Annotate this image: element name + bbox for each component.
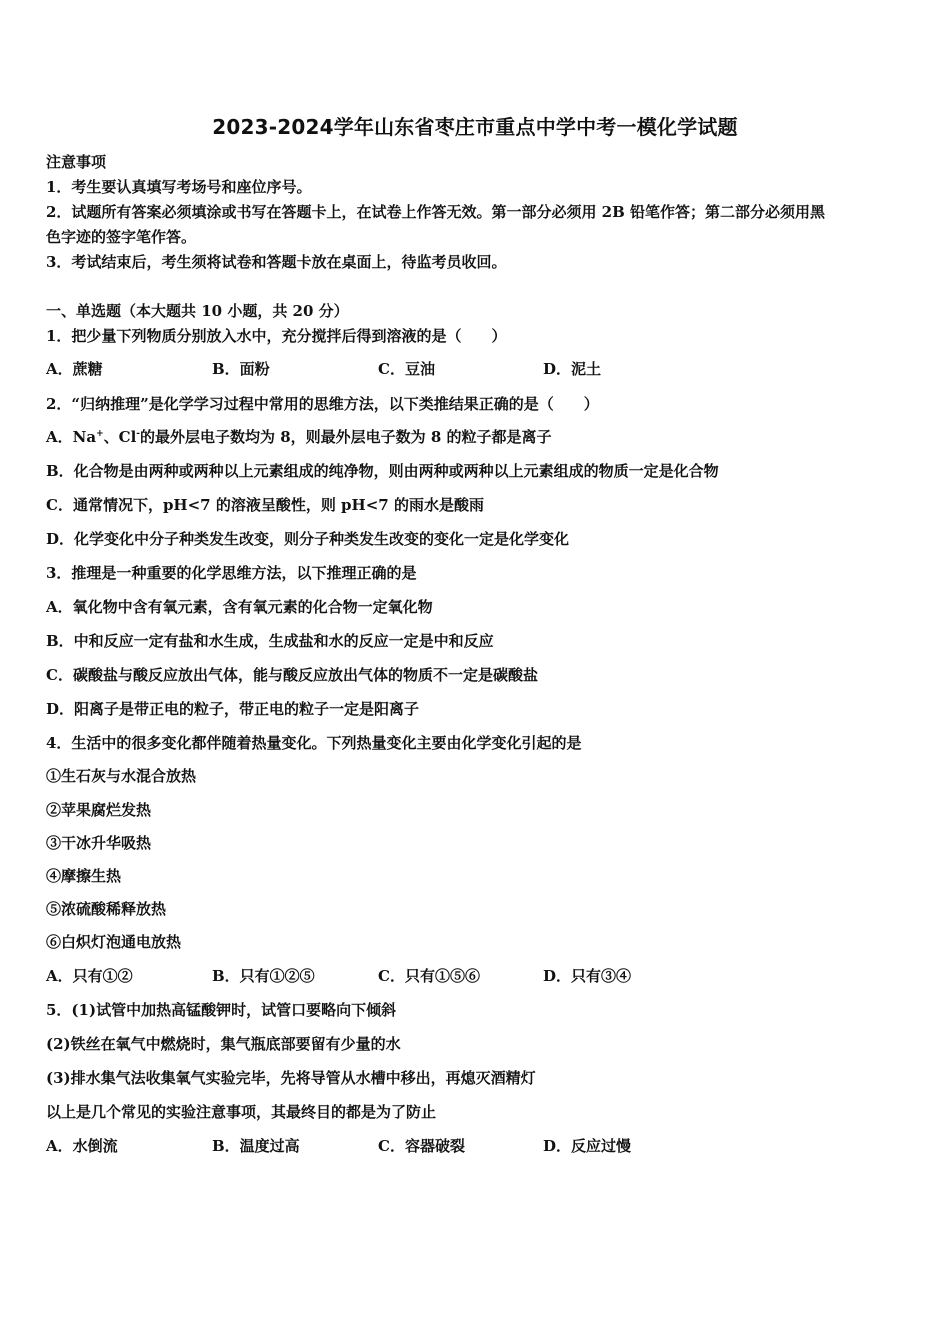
notice-item: 2．试题所有答案必须填涂或书写在答题卡上，在试卷上作答无效。第一部分必须用 2B 铅笔作答；第二部分必须用黑 [46, 203, 826, 221]
q2-a-mid: 、Cl [103, 428, 137, 446]
question-3-stem: 3．推理是一种重要的化学思维方法，以下推理正确的是 [46, 564, 417, 582]
q5-option-d: D．反应过慢 [543, 1137, 632, 1155]
q5-line-2: (2)铁丝在氧气中燃烧时，集气瓶底部要留有少量的水 [46, 1035, 401, 1053]
q4-item: ①生石灰与水混合放热 [46, 767, 197, 785]
q2-a-sup2: - [136, 429, 141, 439]
q2-a-pre: A．Na [46, 428, 97, 446]
q2-option-d: D．化学变化中分子种类发生改变，则分子种类发生改变的变化一定是化学变化 [46, 530, 570, 548]
page-title: 2023-2024学年山东省枣庄市重点中学中考一模化学试题 [212, 115, 738, 139]
q4-item: ④摩擦生热 [46, 867, 122, 885]
q3-option-c: C．碳酸盐与酸反应放出气体，能与酸反应放出气体的物质不一定是碳酸盐 [46, 666, 538, 684]
question-5-stem: 5．(1)试管中加热高锰酸钾时，试管口要略向下倾斜 [46, 1001, 397, 1019]
q4-option-c: C．只有①⑤⑥ [378, 967, 480, 985]
notice-item: 3．考试结束后，考生须将试卷和答题卡放在桌面上，待监考员收回。 [46, 253, 507, 271]
q4-item: ②苹果腐烂发热 [46, 801, 152, 819]
q2-option-b: B．化合物是由两种或两种以上元素组成的纯净物，则由两种或两种以上元素组成的物质一定是化合物 [46, 462, 719, 480]
q4-item: ③干冰升华吸热 [46, 834, 152, 852]
notice-item: 1．考生要认真填写考场号和座位序号。 [46, 178, 312, 196]
q4-item: ⑥白炽灯泡通电放热 [46, 933, 182, 951]
q3-option-a: A．氧化物中含有氧元素，含有氧元素的化合物一定氧化物 [46, 598, 433, 616]
q4-item: ⑤浓硫酸稀释放热 [46, 900, 167, 918]
q5-option-a: A．水倒流 [46, 1137, 118, 1155]
q2-a-sup1: + [96, 429, 104, 439]
q2-option-c: C．通常情况下，pH<7 的溶液呈酸性，则 pH<7 的雨水是酸雨 [46, 496, 484, 514]
q5-option-c: C．容器破裂 [378, 1137, 465, 1155]
q4-option-b: B．只有①②⑤ [212, 967, 315, 985]
q1-option-b: B．面粉 [212, 360, 270, 378]
q1-option-a: A．蔗糖 [46, 360, 103, 378]
question-4-stem: 4．生活中的很多变化都伴随着热量变化。下列热量变化主要由化学变化引起的是 [46, 734, 582, 752]
q5-line-3: (3)排水集气法收集氧气实验完毕，先将导管从水槽中移出，再熄灭酒精灯 [46, 1069, 536, 1087]
q3-option-b: B．中和反应一定有盐和水生成，生成盐和水的反应一定是中和反应 [46, 632, 494, 650]
q2-a-post: 的最外层电子数均为 8，则最外层电子数为 8 的粒子都是离子 [140, 428, 552, 446]
q5-line-4: 以上是几个常见的实验注意事项，其最终目的都是为了防止 [46, 1103, 437, 1121]
q4-option-a: A．只有①② [46, 967, 133, 985]
q1-option-d: D．泥土 [543, 360, 602, 378]
q5-option-b: B．温度过高 [212, 1137, 300, 1155]
notice-item: 色字迹的签字笔作答。 [46, 228, 197, 246]
q2-option-a [46, 427, 552, 447]
section-heading: 一、单选题（本大题共 10 小题，共 20 分） [46, 302, 349, 320]
notice-heading: 注意事项 [46, 153, 107, 171]
q4-option-d: D．只有③④ [543, 967, 632, 985]
q3-option-d: D．阳离子是带正电的粒子，带正电的粒子一定是阳离子 [46, 700, 420, 718]
question-2-stem: 2．“归纳推理”是化学学习过程中常用的思维方法，以下类推结果正确的是（ ） [46, 395, 599, 413]
q1-option-c: C．豆油 [378, 360, 435, 378]
question-1-stem: 1．把少量下列物质分别放入水中，充分搅拌后得到溶液的是（ ） [46, 327, 507, 345]
